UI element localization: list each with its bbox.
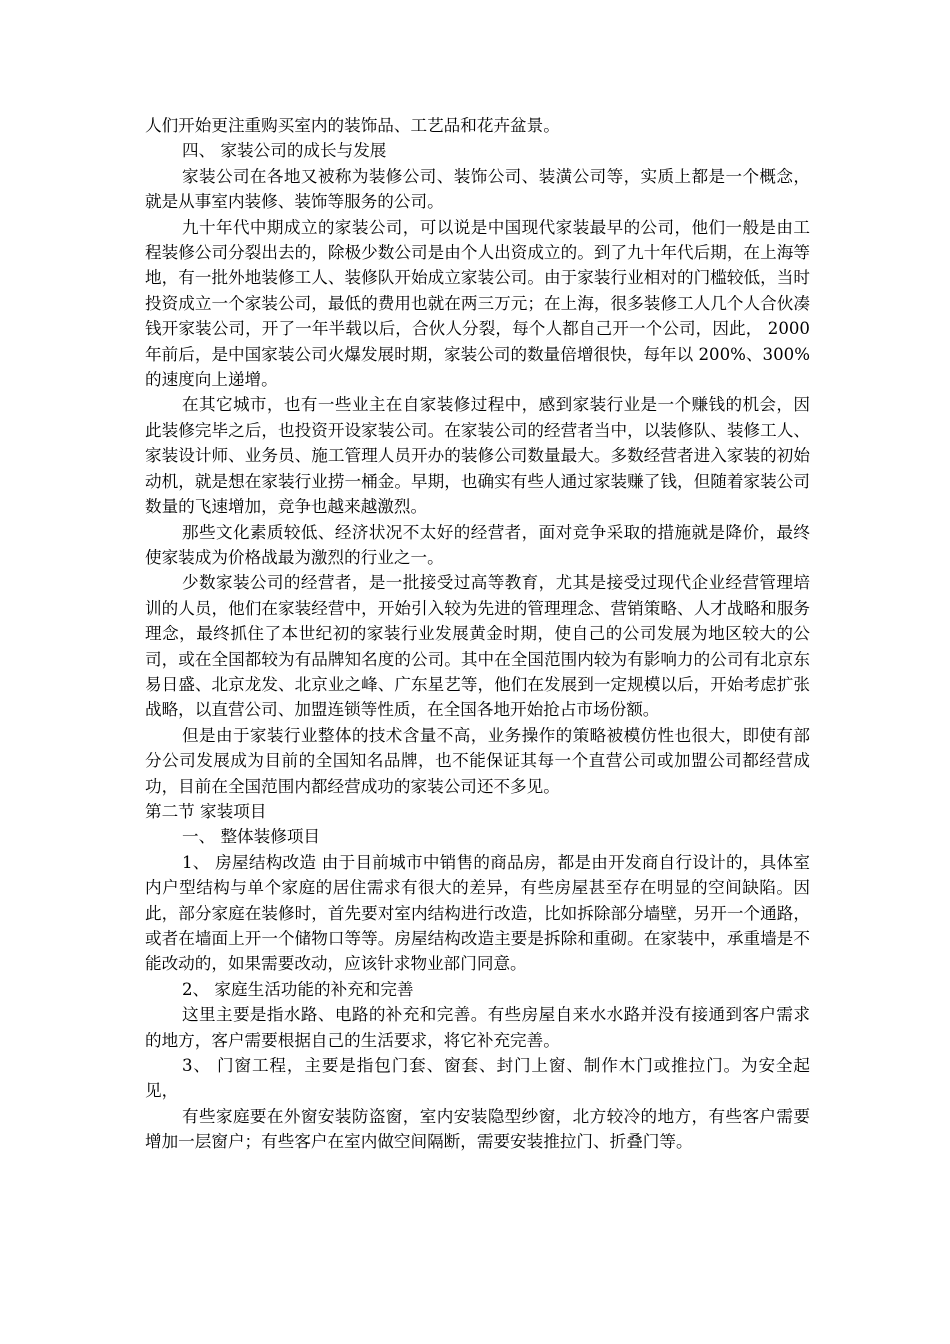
section-heading-home-projects: 第二节 家装项目 — [145, 801, 267, 821]
paragraph-educated-operators: 少数家装公司的经营者，是一批接受过高等教育，尤其是接受过现代企业经营管理培训的人员，他们在家装经营中，开始引入较为先进的管理理念、营销策略、人才战略和服务理念，最终抓住了本世纪初的家装行业发展黄金时期，使自己的公司发展为地区较大的公司，或在全国都较为有品牌知名度的公司。其中在全国范围内较为有影响力的公司有北京东易日盛、北京龙发、北京业之峰、广东星艺等，他们在发展到一定规模以后，开始考虑扩张战略，以直营公司、加盟连锁等性质，在全国各地开始抢占市场份额。 — [145, 573, 810, 720]
paragraph-other-cities: 在其它城市，也有一些业主在自家装修过程中，感到家装行业是一个赚钱的机会，因此装修完毕之后，也投资开设家装公司。在家装公司的经营者当中，以装修队、装修工人、家装设计师、业务员、施工管理人员开办的装修公司数量最大。多数经营者进入家装的初始动机，就是想在家装行业捞一桶金。早期，也确实有些人通过家装赚了钱，但随着家装公司数量的飞速增加，竞争也越来越激烈。 — [145, 395, 810, 517]
heading-company-growth: 四、 家装公司的成长与发展 — [182, 141, 387, 161]
paragraph-window-security: 有些家庭要在外窗安装防盗窗，室内安装隐型纱窗，北方较冷的地方，有些客户需要增加一层窗户；有些客户在室内做空间隔断，需要安装推拉门、折叠门等。 — [145, 1106, 810, 1152]
paragraph-water-electric: 这里主要是指水路、电路的补充和完善。有些房屋自来水水路并没有接通到客户需求的地方，客户需要根据自己的生活要求，将它补充完善。 — [145, 1005, 810, 1050]
paragraph-decor-purchase: 人们开始更注重购买室内的装饰品、工艺品和花卉盆景。 — [145, 116, 560, 135]
paragraph-structure-change: 1、 房屋结构改造 由于目前城市中销售的商品房，都是由开发商自行设计的，具体室内户型结构与单个家庭的居住需求有很大的差异，有些房屋甚至存在明显的空间缺陷。因此，部分家庭在装修时，首先要对室内结构进行改造，比如拆除部分墙壁，另开一个通路，或者在墙面上开一个储物口等等。房屋结构改造主要是拆除和重砌。在家装中，承重墙是不能改动的，如果需要改动，应该针求物业部门同意。 — [145, 852, 810, 974]
paragraph-price-war: 那些文化素质较低、经济状况不太好的经营者，面对竞争采取的措施就是降价，最终使家装成为价格战最为激烈的行业之一。 — [145, 522, 810, 567]
paragraph-nineties: 九十年代中期成立的家装公司，可以说是中国现代家装最早的公司，他们一般是由工程装修公司分裂出去的，除极少数公司是由个人出资成立的。到了九十年代后期，在上海等地，有一批外地装修工人、装修队开始成立家装公司。由于家装行业相对的门槛较低，当时投资成立一个家装公司，最低的费用也就在两三万元；在上海，很多装修工人几个人合伙凑钱开家装公司，开了一年半载以后，合伙人分裂，每个人都自己开一个公司，因此， 2000 年前后，是中国家装公司火爆发展时期，家装公司的数量倍增很快，每年以 200%、300%的速度向上递增。 — [145, 217, 810, 390]
heading-overall-renovation: 一、 整体装修项目 — [182, 827, 321, 847]
paragraph-doors-windows: 3、 门窗工程，主要是指包门套、窗套、封门上窗、制作木门或推拉门。为安全起见， — [145, 1056, 810, 1101]
paragraph-imitation: 但是由于家装行业整体的技术含量不高，业务操作的策略被模仿性也很大，即使有部分公司发展成为目前的全国知名品牌，也不能保证其每一个直营公司或加盟公司都经营成功，目前在全国范围内都经营成功的家装公司还不多见。 — [145, 725, 810, 796]
paragraph-definition: 家装公司在各地又被称为装修公司、装饰公司、装潢公司等，实质上都是一个概念，就是从事室内装修、装饰等服务的公司。 — [145, 166, 810, 212]
heading-living-functions: 2、 家庭生活功能的补充和完善 — [182, 979, 414, 999]
document-page — [145, 113, 810, 1155]
